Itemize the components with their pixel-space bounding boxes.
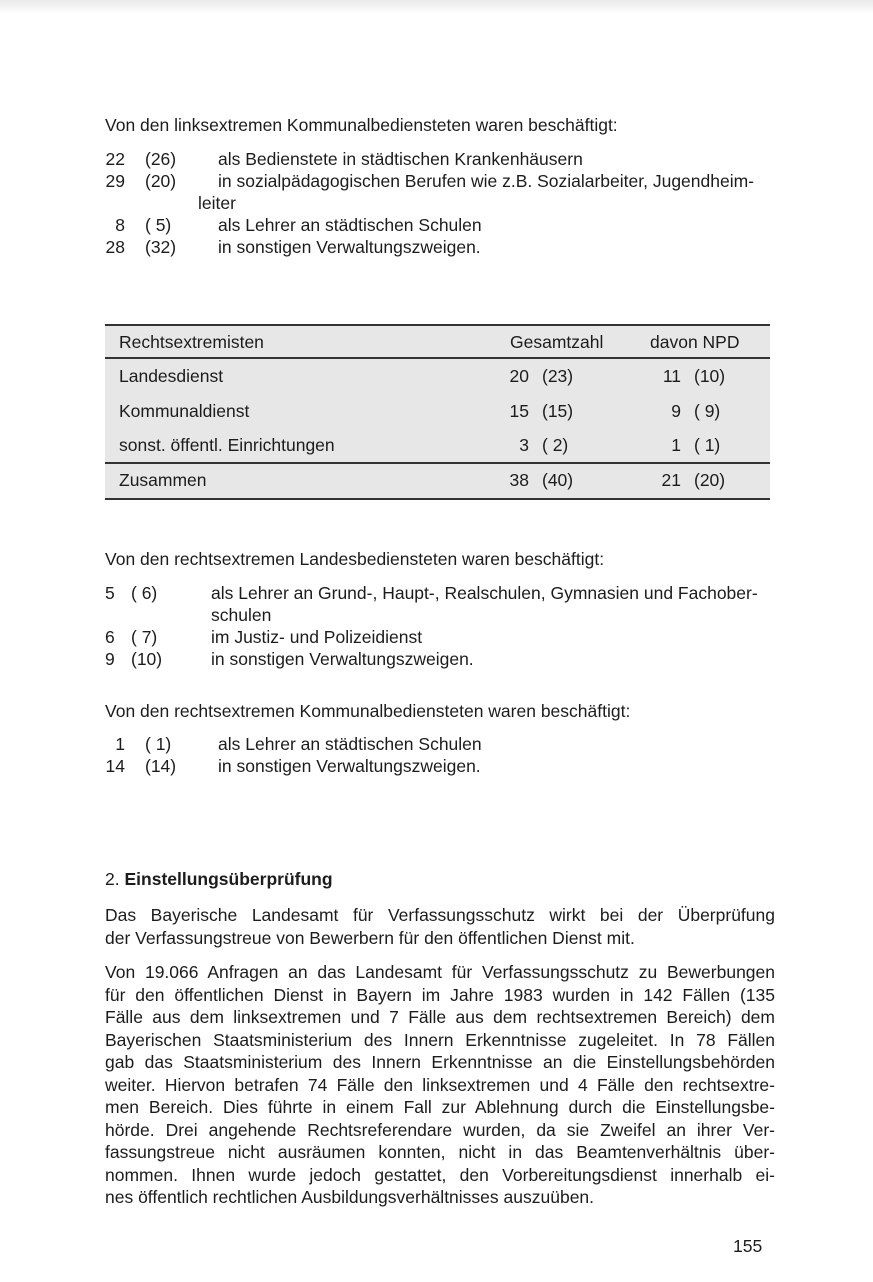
list-text: als Lehrer an städtischen Schulen	[218, 215, 482, 235]
paragraph-line: fassungstreue nicht ausräumen konnten, nicht in das Beamtenverhältnis über-	[105, 1142, 775, 1162]
table-row-label: Kommunaldienst	[119, 401, 250, 421]
table-cell-total-prev: ( 2)	[542, 435, 569, 455]
table-header-npd: davon NPD	[650, 332, 740, 352]
list-prev-count: (32)	[145, 237, 177, 257]
right-extremists-table	[105, 324, 770, 500]
table-row-label: sonst. öffentl. Einrichtungen	[119, 435, 335, 455]
list-text: leiter	[198, 193, 236, 213]
list-text: als Lehrer an städtischen Schulen	[218, 734, 482, 754]
list-right-komm	[105, 733, 482, 777]
list-count: 1	[115, 734, 125, 754]
paragraph-line: Von 19.066 Anfragen an das Landesamt für Verfassungsschutz zu Bewerbungen	[105, 962, 775, 982]
list-left-extremists	[105, 148, 754, 258]
section-number: 2.	[105, 869, 120, 889]
table-cell-npd-prev: ( 9)	[694, 401, 721, 421]
intro-left-extremists: Von den linksextremen Kommunalbediensteten waren beschäftigt:	[105, 115, 618, 135]
section-title: Einstellungsüberprüfung	[124, 869, 333, 889]
list-right-land	[105, 582, 758, 670]
paragraph-line: Bayerischen Staatsministerium des Innern Erkenntnisse zugeleitet. In 78 Fällen	[105, 1029, 775, 1050]
paragraph-line: men Bereich. Dies führte in einem Fall zur Ablehnung durch die Einstellungsbe-	[105, 1097, 775, 1117]
paragraph-2	[105, 961, 775, 1209]
list-text: in sonstigen Verwaltungszweigen.	[211, 649, 474, 669]
list-text: als Bedienstete in städtischen Krankenhäusern	[218, 149, 583, 169]
intro-right-komm: Von den rechtsextremen Kommunalbediensteten waren beschäftigt:	[105, 701, 631, 721]
list-text: als Lehrer an Grund-, Haupt-, Realschulen, Gymnasien und Fachober-	[211, 583, 758, 603]
list-item	[105, 170, 754, 192]
paragraph-line: nommen. Ihnen wurde jedoch gestattet, den Vorbereitungsdienst innerhalb ei-	[105, 1164, 775, 1185]
list-count: 9	[105, 649, 115, 669]
list-prev-count: ( 6)	[131, 583, 158, 603]
list-item	[105, 755, 482, 777]
paragraph-line: Das Bayerische Landesamt für Verfassungsschutz wirkt bei der Überprüfung	[105, 905, 775, 925]
list-count: 5	[105, 583, 115, 603]
table-cell-npd-prev: ( 1)	[694, 435, 721, 455]
list-prev-count: (20)	[145, 171, 177, 191]
paragraph-line: Fälle aus dem linksextremen und 7 Fälle aus dem rechtsextremen Bereich) dem	[105, 1007, 775, 1027]
table-cell-npd-prev: (10)	[694, 366, 726, 386]
table-sum-total-prev: (40)	[542, 470, 574, 490]
list-item	[105, 582, 758, 604]
scan-top-edge	[0, 0, 873, 14]
list-text: schulen	[211, 605, 272, 625]
table-header-category: Rechtsextremisten	[119, 332, 264, 352]
table-cell-total: 15	[509, 401, 529, 421]
table-sum-npd-prev: (20)	[694, 470, 726, 490]
table-sum-total: 38	[509, 470, 529, 490]
paragraph-line: nes öffentlich rechtlichen Ausbildungsverhältnisses auszuüben.	[105, 1187, 595, 1207]
table-bottom-rule	[105, 498, 770, 500]
table-sum-label: Zusammen	[119, 470, 207, 490]
list-count: 8	[115, 215, 125, 235]
paragraph-line: der Verfassungstreue von Bewerbern für den öffentlichen Dienst mit.	[105, 927, 635, 948]
list-item	[105, 733, 482, 755]
table-cell-total: 3	[519, 435, 529, 455]
table-cell-npd: 11	[662, 366, 681, 386]
list-count: 14	[105, 756, 125, 776]
list-prev-count: ( 5)	[145, 215, 172, 235]
list-item-continuation	[105, 192, 754, 214]
list-count: 29	[105, 171, 125, 191]
list-item-continuation	[105, 604, 758, 626]
table-cell-npd: 1	[671, 435, 681, 455]
page-number: 155	[733, 1236, 763, 1256]
table-cell-total-prev: (23)	[542, 366, 574, 386]
list-prev-count: (14)	[145, 756, 177, 776]
list-prev-count: (10)	[131, 649, 163, 669]
table-header-rule	[105, 357, 770, 359]
list-text: in sozialpädagogischen Berufen wie z.B. Sozialarbeiter, Jugendheim-	[218, 171, 755, 191]
table-sum-npd: 21	[661, 470, 681, 490]
paragraph-line: gab das Staatsministerium des Innern Erkenntnisse an die Einstellungsbehörden	[105, 1052, 775, 1072]
table-top-rule	[105, 324, 770, 326]
table-cell-npd: 9	[671, 401, 681, 421]
list-item	[105, 148, 754, 170]
list-item	[105, 214, 754, 236]
paragraph-line: hörde. Drei angehende Rechtsreferendare wurden, da sie Zweifel an ihrer Ver-	[105, 1119, 775, 1140]
list-count: 28	[105, 237, 125, 257]
table-cell-total-prev: (15)	[542, 401, 574, 421]
list-prev-count: ( 7)	[131, 627, 158, 647]
paragraph-1	[105, 904, 775, 949]
list-count: 6	[105, 627, 115, 647]
list-text: in sonstigen Verwaltungszweigen.	[218, 237, 481, 257]
table-header-total: Gesamtzahl	[510, 332, 604, 352]
list-count: 22	[105, 149, 125, 169]
list-text: im Justiz- und Polizeidienst	[211, 627, 423, 647]
section-heading	[105, 868, 333, 890]
table-row-label: Landesdienst	[119, 366, 224, 386]
list-text: in sonstigen Verwaltungszweigen.	[218, 756, 481, 776]
list-prev-count: (26)	[145, 149, 177, 169]
paragraph-line: für den öffentlichen Dienst in Bayern im Jahre 1983 wurden in 142 Fällen (135	[105, 984, 775, 1005]
list-item	[105, 626, 758, 648]
table-cell-total: 20	[509, 366, 529, 386]
list-item	[105, 236, 754, 258]
list-item	[105, 648, 758, 670]
list-prev-count: ( 1)	[145, 734, 172, 754]
table-sum-rule	[105, 462, 770, 464]
paragraph-line: weiter. Hiervon betrafen 74 Fälle den linksextremen und 4 Fälle den rechtsextre-	[105, 1074, 775, 1095]
intro-right-land: Von den rechtsextremen Landesbediensteten waren beschäftigt:	[105, 549, 605, 569]
